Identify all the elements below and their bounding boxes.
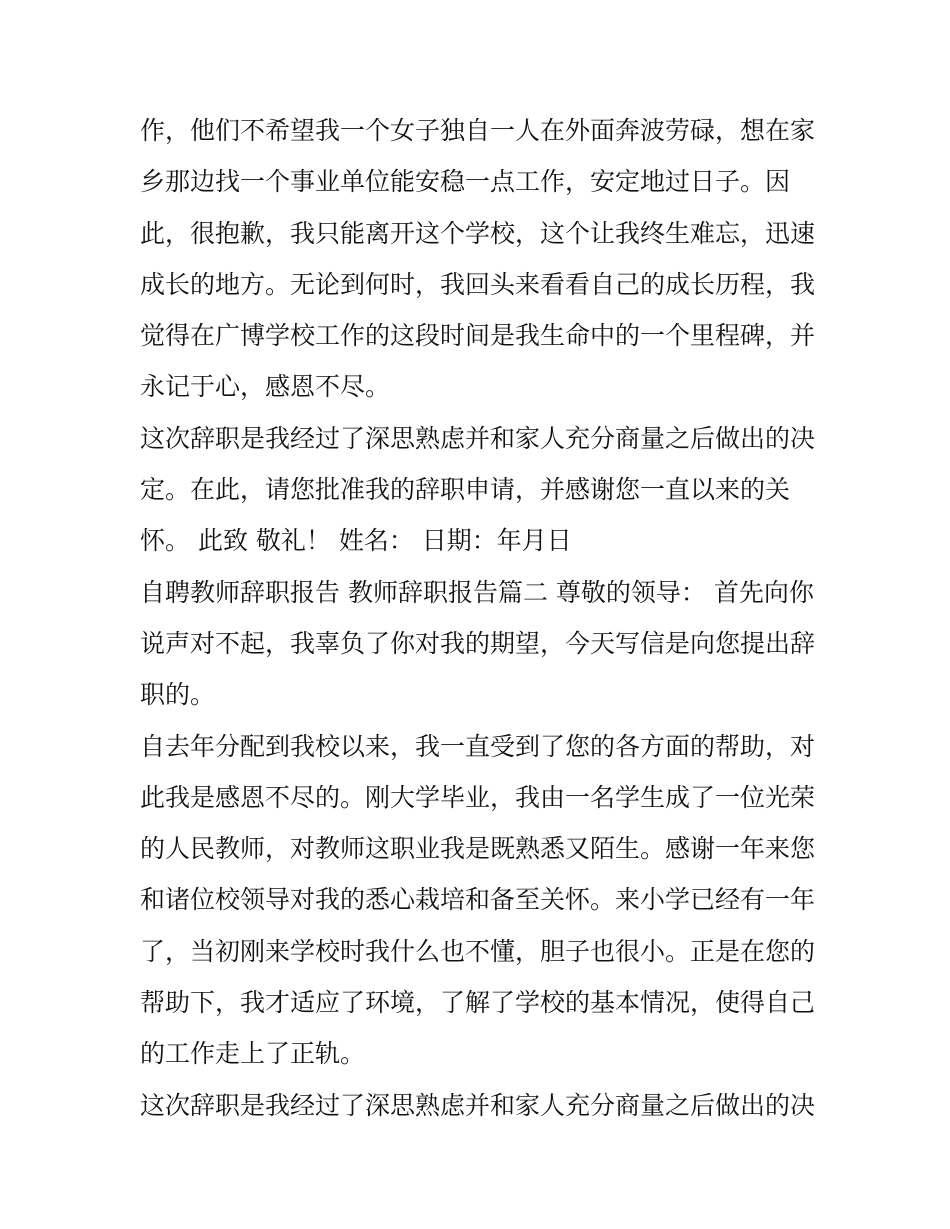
text-line: 定。在此，请您批准我的辞职申请，并感谢您一直以来的关 bbox=[140, 475, 791, 505]
text-line: 此我是感恩不尽的。刚大学毕业，我由一名学生成了一位光荣 bbox=[140, 782, 816, 812]
text-line: 的工作走上了正轨。 bbox=[140, 1039, 366, 1069]
text-line: 的人民教师，对教师这职业我是既熟悉又陌生。感谢一年来您 bbox=[140, 834, 816, 864]
text-line: 乡那边找一个事业单位能安稳一点工作，安定地过日子。因 bbox=[140, 167, 791, 197]
text-line: 怀。 此致 敬礼！ 姓名： 日期：年月日 bbox=[140, 526, 572, 556]
text-line: 职的。 bbox=[140, 680, 216, 710]
text-line: 说声对不起，我辜负了你对我的期望，今天写信是向您提出辞 bbox=[140, 628, 816, 658]
text-line: 和诸位校领导对我的悉心栽培和备至关怀。来小学已经有一年 bbox=[140, 885, 816, 915]
text-line: 这次辞职是我经过了深思熟虑并和家人充分商量之后做出的决 bbox=[140, 423, 816, 453]
text-line: 永记于心，感恩不尽。 bbox=[140, 372, 391, 402]
text-line: 自去年分配到我校以来，我一直受到了您的各方面的帮助，对 bbox=[140, 731, 816, 761]
text-line: 此，很抱歉，我只能离开这个学校，这个让我终生难忘，迅速 bbox=[140, 218, 816, 248]
text-line: 了，当初刚来学校时我什么也不懂，胆子也很小。正是在您的 bbox=[140, 936, 816, 966]
text-line: 这次辞职是我经过了深思熟虑并和家人充分商量之后做出的决 bbox=[140, 1090, 816, 1120]
text-line: 作，他们不希望我一个女子独自一人在外面奔波劳碌，想在家 bbox=[140, 116, 816, 145]
text-line: 成长的地方。无论到何时，我回头来看看自己的成长历程，我 bbox=[140, 269, 816, 299]
text-line: 觉得在广博学校工作的这段时间是我生命中的一个里程碑，并 bbox=[140, 321, 816, 351]
text-line: 帮助下，我才适应了环境，了解了学校的基本情况，使得自己 bbox=[140, 988, 816, 1018]
document-body bbox=[140, 105, 820, 1131]
text-line: 自聘教师辞职报告 教师辞职报告篇二 尊敬的领导： 首先向你 bbox=[140, 577, 814, 607]
